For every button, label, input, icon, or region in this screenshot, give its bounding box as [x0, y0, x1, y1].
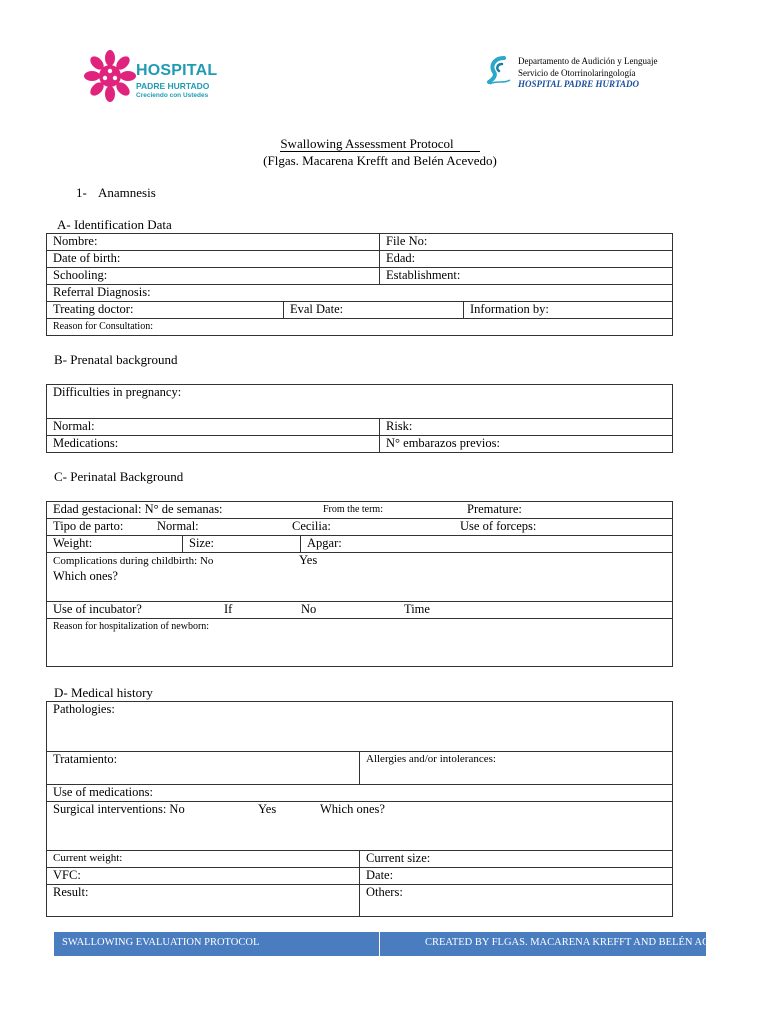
row-tipo-parto: [47, 519, 673, 536]
section-anamnesis: Anamnesis: [98, 185, 156, 200]
field-risk[interactable]: Risk:: [380, 419, 673, 436]
field-eval-date[interactable]: Eval Date:: [284, 302, 464, 319]
field-difficulties[interactable]: Difficulties in pregnancy:: [47, 385, 673, 419]
footer-left: SWALLOWING EVALUATION PROTOCOL: [62, 937, 260, 948]
row-complications: [47, 553, 673, 602]
field-establishment[interactable]: Establishment:: [380, 268, 673, 285]
field-nombre[interactable]: Nombre:: [47, 234, 380, 251]
field-cecilia[interactable]: Cecilia:: [292, 519, 331, 533]
field-from-term[interactable]: From the term:: [323, 504, 383, 515]
dept-hospital: HOSPITAL PADRE HURTADO: [518, 79, 640, 89]
row-incubator: [47, 602, 673, 619]
dept-service: Servicio de Otorrinolaringología: [518, 68, 636, 78]
flower-logo-icon: [86, 50, 134, 102]
field-apgar[interactable]: Apgar:: [301, 536, 673, 553]
field-surgical[interactable]: Surgical interventions: No: [53, 802, 185, 816]
medical-history-table: [46, 701, 673, 917]
field-complications[interactable]: Complications during childbirth: No: [53, 555, 214, 567]
page-footer: [54, 932, 745, 956]
field-pathologies[interactable]: Pathologies:: [47, 702, 673, 752]
field-premature[interactable]: Premature:: [467, 502, 522, 516]
field-edad[interactable]: Edad:: [380, 251, 673, 268]
field-date[interactable]: Date:: [360, 868, 673, 885]
field-incubator[interactable]: Use of incubator?: [53, 602, 142, 616]
field-current-weight[interactable]: Current weight:: [47, 851, 360, 868]
field-use-medications[interactable]: Use of medications:: [47, 785, 673, 802]
field-info-by[interactable]: Information by:: [464, 302, 673, 319]
field-others[interactable]: Others:: [360, 885, 673, 917]
field-hospitalization[interactable]: Reason for hospitalization of newborn:: [47, 619, 673, 667]
hospital-name: HOSPITAL: [136, 62, 218, 79]
doc-subtitle: (Flgas. Macarena Krefft and Belén Acevedo): [263, 153, 497, 168]
row-edad-gestacional: [47, 502, 673, 519]
identification-table: [46, 233, 673, 336]
option-surgical-yes[interactable]: Yes: [258, 802, 277, 816]
field-referral[interactable]: Referral Diagnosis:: [47, 285, 673, 302]
field-medications[interactable]: Medications:: [47, 436, 380, 453]
field-tipo-parto[interactable]: Tipo de parto:: [53, 519, 124, 533]
section-b-heading: B- Prenatal background: [54, 352, 178, 367]
section-a-heading: A- Identification Data: [57, 217, 172, 232]
section-number: 1-: [76, 185, 87, 200]
field-dob[interactable]: Date of birth:: [47, 251, 380, 268]
field-weight[interactable]: Weight:: [47, 536, 183, 553]
field-parto-normal[interactable]: Normal:: [157, 519, 199, 533]
field-vfc[interactable]: VFC:: [47, 868, 360, 885]
hospital-logo: [86, 50, 236, 110]
perinatal-table: [46, 501, 673, 667]
field-schooling[interactable]: Schooling:: [47, 268, 380, 285]
option-complications-yes[interactable]: Yes: [299, 553, 318, 567]
prenatal-table: [46, 384, 673, 453]
field-result[interactable]: Result:: [47, 885, 360, 917]
footer-divider: [379, 932, 380, 956]
field-edad-gestacional[interactable]: Edad gestacional: N° de semanas:: [53, 502, 223, 516]
option-incubator-if[interactable]: If: [224, 602, 233, 616]
field-tratamiento[interactable]: Tratamiento:: [47, 752, 360, 785]
field-current-size[interactable]: Current size:: [360, 851, 673, 868]
footer-right: CREATED BY FLGAS. MACARENA KREFFT AND BELÉN ACEVEDO: [425, 937, 745, 948]
field-incubator-time[interactable]: Time: [404, 602, 430, 616]
row-surgical: [47, 802, 673, 851]
hospital-tagline: Creciendo con Ustedes: [136, 92, 209, 99]
section-d-heading: D- Medical history: [54, 685, 153, 700]
field-allergies[interactable]: Allergies and/or intolerances:: [360, 752, 673, 785]
option-incubator-no[interactable]: No: [301, 602, 317, 616]
field-embarazos[interactable]: N° embarazos previos:: [380, 436, 673, 453]
field-reason[interactable]: Reason for Consultation:: [47, 319, 673, 336]
field-size[interactable]: Size:: [183, 536, 301, 553]
section-c-heading: C- Perinatal Background: [54, 469, 184, 484]
field-complications-which[interactable]: Which ones?: [53, 569, 118, 583]
field-treating-doctor[interactable]: Treating doctor:: [47, 302, 284, 319]
department-logo: [486, 54, 696, 94]
field-normal[interactable]: Normal:: [47, 419, 380, 436]
field-forceps[interactable]: Use of forceps:: [460, 519, 537, 533]
ear-wave-icon: [486, 54, 514, 86]
dept-name: Departamento de Audición y Lenguaje: [518, 56, 658, 66]
doc-title: Swallowing Assessment Protocol: [0, 136, 760, 152]
hospital-subname: PADRE HURTADO: [136, 81, 210, 91]
field-file-no[interactable]: File No:: [380, 234, 673, 251]
field-surgical-which[interactable]: Which ones?: [320, 802, 385, 816]
